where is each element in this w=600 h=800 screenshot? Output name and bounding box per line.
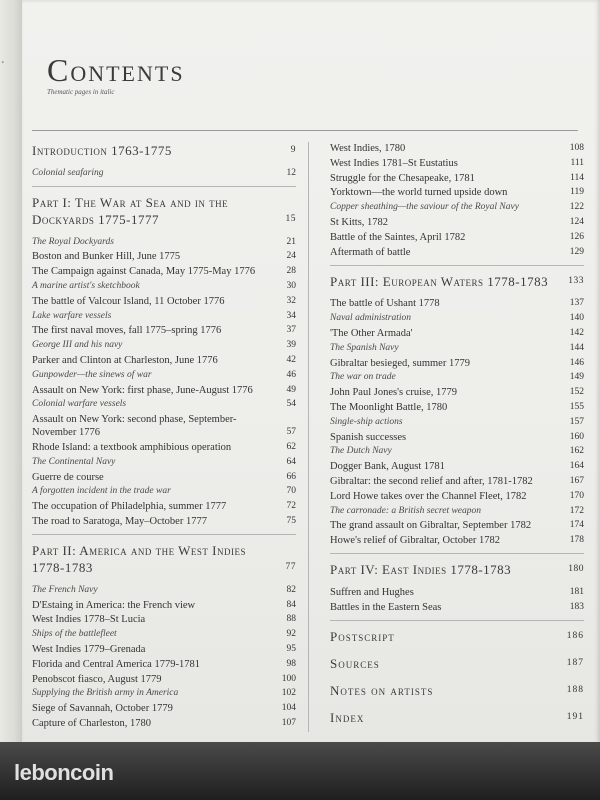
toc-page-number: 164 <box>569 461 584 472</box>
toc-entry <box>32 613 296 626</box>
toc-page-number: 114 <box>570 172 584 183</box>
toc-entry <box>330 460 584 473</box>
toc-page-number: 181 <box>569 586 584 597</box>
toc-entry <box>330 416 584 429</box>
toc-page-number: 129 <box>569 246 584 257</box>
column-divider <box>308 142 309 732</box>
toc-page-number: 108 <box>569 143 584 153</box>
toc-page-number: 126 <box>569 231 584 242</box>
toc-entry <box>32 310 296 323</box>
toc-entry <box>330 505 584 518</box>
toc-entry <box>32 643 296 656</box>
toc-entry <box>32 384 296 397</box>
toc-page-number: 119 <box>570 187 584 198</box>
toc-page-number: 191 <box>566 711 584 722</box>
toc-entry-title: The battle of Valcour Island, 11 October 1776 <box>32 295 225 307</box>
toc-entry <box>32 658 296 671</box>
section-rule <box>330 620 584 621</box>
toc-entry <box>330 201 584 214</box>
toc-entry-title: John Paul Jones's cruise, 1779 <box>330 387 458 399</box>
toc-entry <box>32 673 296 686</box>
toc-entry-title: The French Navy <box>32 584 98 595</box>
toc-entry-title: Gunpowder—the sinews of war <box>32 369 152 380</box>
toc-page-number: 170 <box>569 490 584 501</box>
toc-page-number: 157 <box>569 416 584 427</box>
toc-section-heading <box>330 655 584 672</box>
toc-entry-title: The occupation of Philadelphia, summer 1777 <box>32 501 227 513</box>
toc-right-column <box>330 142 584 736</box>
toc-entry <box>32 265 296 278</box>
toc-entry-title: The Spanish Navy <box>330 342 399 353</box>
toc-page-number: 42 <box>286 354 296 365</box>
toc-entry <box>32 250 296 263</box>
toc-page-number: 98 <box>286 658 296 669</box>
toc-page-number: 160 <box>569 431 584 442</box>
toc-page-number: 178 <box>569 535 584 546</box>
toc-entry-title: The grand assault on Gibraltar, September 1782 <box>330 520 532 532</box>
toc-entry-title: The road to Saratoga, May–October 1777 <box>32 515 207 527</box>
toc-entry <box>32 500 296 513</box>
toc-page-number: 140 <box>569 313 584 324</box>
toc-entry-title: St Kitts, 1782 <box>330 216 389 228</box>
toc-entry <box>330 342 584 355</box>
toc-entry-title: Colonial seafaring <box>32 167 104 178</box>
toc-entry-title: West Indies 1781–St Eustatius <box>330 157 458 169</box>
toc-page-number: 124 <box>569 216 584 227</box>
toc-entry-title: Parker and Clinton at Charleston, June 1776 <box>32 354 218 366</box>
toc-page-number: 133 <box>568 275 584 286</box>
toc-entry <box>330 357 584 370</box>
toc-entry-title: Introduction 1763-1775 <box>32 143 172 158</box>
toc-entry-title: Part II: America and the West Indies 1778-1783 <box>32 542 246 575</box>
toc-entry-title: Naval administration <box>330 313 412 324</box>
toc-entry <box>32 441 296 454</box>
toc-entry-title: Dogger Bank, August 1781 <box>330 461 445 473</box>
toc-entry-title: Suffren and Hughes <box>330 586 414 598</box>
toc-entry <box>330 186 584 199</box>
toc-entry <box>330 297 584 310</box>
adjacent-page-edge <box>0 0 24 800</box>
toc-entry <box>330 246 584 259</box>
toc-page-number: 57 <box>286 427 296 438</box>
toc-page-number: 39 <box>286 340 296 351</box>
toc-entry <box>330 601 584 614</box>
toc-page-number: 95 <box>286 643 296 654</box>
toc-entry-title: Battles in the Eastern Seas <box>330 601 442 613</box>
toc-entry-title: West Indies 1778–St Lucia <box>32 614 146 626</box>
toc-entry <box>32 515 296 528</box>
toc-entry <box>32 485 296 498</box>
toc-entry <box>32 599 296 612</box>
toc-page-number: 77 <box>285 561 296 572</box>
toc-entry <box>32 295 296 308</box>
toc-section-heading <box>330 273 584 290</box>
toc-entry <box>32 456 296 469</box>
toc-page-number: 102 <box>281 688 296 699</box>
toc-page-number: 49 <box>286 384 296 395</box>
toc-section-heading <box>32 194 296 228</box>
toc-page-number: 32 <box>286 295 296 306</box>
toc-entry <box>32 687 296 700</box>
toc-entry-title: Penobscot fiasco, August 1779 <box>32 673 162 685</box>
toc-entry-title: Assault on New York: first phase, June-August 1776 <box>32 384 253 396</box>
section-rule <box>32 534 296 535</box>
toc-page-number: 30 <box>286 280 296 291</box>
toc-entry <box>32 354 296 367</box>
toc-section-heading <box>32 542 296 576</box>
toc-page-number: 144 <box>569 342 584 353</box>
toc-entry-title: The carronade: a British secret weapon <box>330 505 482 516</box>
toc-page-number: 28 <box>286 266 296 277</box>
title-rule <box>32 130 578 131</box>
toc-entry-title: Capture of Charleston, 1780 <box>32 717 151 729</box>
toc-entry <box>32 702 296 715</box>
toc-page-number: 146 <box>569 357 584 368</box>
toc-entry-title: Lake warfare vessels <box>32 310 112 321</box>
toc-entry-title: Part IV: East Indies 1778-1783 <box>330 562 512 578</box>
toc-entry-title: Ships of the battlefleet <box>32 629 117 640</box>
toc-entry-title: D'Estaing in America: the French view <box>32 599 196 611</box>
toc-entry <box>32 236 296 249</box>
toc-entry <box>32 717 296 730</box>
toc-entry <box>32 471 296 484</box>
toc-entry-title: Single-ship actions <box>330 416 403 427</box>
toc-entry-title: 'The Other Armada' <box>330 327 413 339</box>
toc-entry <box>32 584 296 597</box>
toc-left-column <box>32 142 296 732</box>
toc-page-number: 72 <box>286 501 296 512</box>
toc-entry <box>330 312 584 325</box>
toc-entry <box>32 280 296 293</box>
toc-page-number: 162 <box>569 446 584 457</box>
toc-entry-title: Battle of the Saintes, April 1782 <box>330 231 466 243</box>
toc-page-number: 142 <box>569 327 584 338</box>
toc-entry-title: Lord Howe takes over the Channel Fleet, 1782 <box>330 490 527 502</box>
toc-entry-title: Part I: The War at Sea and in the Dockyards 1775-1777 <box>32 194 229 227</box>
toc-entry-title: A marine artist's sketchbook <box>32 280 140 291</box>
toc-section-heading <box>330 561 584 578</box>
toc-page-number: 15 <box>285 213 296 224</box>
toc-entry <box>330 519 584 532</box>
toc-entry-title: The Dutch Navy <box>330 446 392 457</box>
toc-section-heading <box>330 682 584 699</box>
toc-entry <box>330 431 584 444</box>
toc-entry-title: Part III: European Waters 1778-1783 <box>330 273 549 289</box>
toc-entry <box>330 157 584 170</box>
toc-page-number: 155 <box>569 401 584 412</box>
toc-entry-title: Assault on New York: second phase, September-November 1776 <box>32 414 237 439</box>
page-title: Contents <box>47 52 185 88</box>
toc-entry <box>330 586 584 599</box>
toc-entry-title: The war on trade <box>330 372 396 383</box>
toc-entry <box>330 475 584 488</box>
toc-entry-title: Gibraltar: the second relief and after, 1781-1782 <box>330 475 533 487</box>
toc-page-number: 12 <box>286 167 296 178</box>
toc-entry <box>330 445 584 458</box>
section-rule <box>330 553 584 554</box>
toc-page-number: 187 <box>566 657 584 668</box>
toc-page-number: 183 <box>569 601 584 612</box>
toc-page-number: 82 <box>286 584 296 595</box>
toc-entry-title: A forgotten incident in the trade war <box>32 486 171 497</box>
toc-page-number: 64 <box>286 456 296 467</box>
toc-entry-title: Siege of Savannah, October 1779 <box>32 703 173 715</box>
toc-page-number: 100 <box>281 673 296 684</box>
toc-entry-title: Notes on artists <box>330 682 434 698</box>
toc-page-number: 46 <box>286 369 296 380</box>
toc-page-number: 34 <box>286 310 296 321</box>
toc-entry <box>330 401 584 414</box>
toc-entry <box>32 413 296 439</box>
toc-entry-title: The Royal Dockyards <box>32 236 114 247</box>
toc-entry-title: Rhode Island: a textbook amphibious operation <box>32 441 232 453</box>
toc-entry <box>330 172 584 185</box>
toc-entry <box>32 167 296 180</box>
toc-page-number: 24 <box>286 251 296 262</box>
toc-entry-title: Supplying the British army in America <box>32 688 179 699</box>
toc-page-number: 107 <box>281 717 296 728</box>
toc-page-number: 9 <box>290 145 296 155</box>
toc-entry-title: Gibraltar besieged, summer 1779 <box>330 357 470 369</box>
toc-page-number: 172 <box>569 505 584 516</box>
toc-page-number: 149 <box>569 372 584 383</box>
toc-page-number: 88 <box>286 614 296 625</box>
toc-entry-title: Boston and Bunker Hill, June 1775 <box>32 251 181 263</box>
toc-page-number: 66 <box>286 471 296 482</box>
toc-entry <box>330 534 584 547</box>
toc-page-number: 21 <box>286 236 296 247</box>
section-rule <box>32 186 296 187</box>
toc-entry <box>330 216 584 229</box>
toc-section-heading <box>330 709 584 726</box>
toc-entry-title: Florida and Central America 1779-1781 <box>32 658 200 670</box>
toc-entry-title: The first naval moves, fall 1775–spring 1776 <box>32 325 222 337</box>
toc-entry <box>32 324 296 337</box>
toc-entry <box>32 628 296 641</box>
toc-entry-title: Yorktown—the world turned upside down <box>330 187 508 199</box>
toc-entry-title: Copper sheathing—the saviour of the Royal Navy <box>330 202 519 213</box>
toc-page-number: 54 <box>286 399 296 410</box>
toc-page-number: 75 <box>286 515 296 526</box>
toc-entry-title: West Indies 1779–Grenada <box>32 643 146 655</box>
toc-section-heading <box>32 142 296 159</box>
toc-page-number: 174 <box>569 520 584 531</box>
toc-entry-title: The Campaign against Canada, May 1775-May 1776 <box>32 266 256 278</box>
toc-entry <box>330 231 584 244</box>
toc-page-number: 92 <box>286 629 296 640</box>
toc-entry <box>330 327 584 340</box>
toc-entry-title: Aftermath of battle <box>330 246 411 258</box>
toc-entry-title: Postscript <box>330 628 395 644</box>
toc-entry-title: West Indies, 1780 <box>330 143 406 154</box>
section-rule <box>330 265 584 266</box>
toc-page-number: 111 <box>570 157 584 168</box>
toc-entry <box>330 371 584 384</box>
toc-entry <box>330 490 584 503</box>
toc-page-number: 188 <box>566 684 584 695</box>
toc-entry <box>32 339 296 352</box>
toc-page-number: 62 <box>286 441 296 452</box>
toc-entry-title: Sources <box>330 655 380 671</box>
toc-page-number: 186 <box>566 630 584 641</box>
toc-entry-title: The Moonlight Battle, 1780 <box>330 401 448 413</box>
toc-entry-title: Guerre de course <box>32 471 104 483</box>
toc-section-heading <box>330 628 584 645</box>
toc-entry <box>330 142 584 155</box>
toc-entry-title: The Continental Navy <box>32 456 116 467</box>
toc-page-number: 70 <box>286 486 296 497</box>
toc-page-number: 167 <box>569 475 584 486</box>
toc-entry <box>330 386 584 399</box>
watermark-logo: leboncoin <box>14 760 114 785</box>
toc-entry-title: Howe's relief of Gibraltar, October 1782 <box>330 535 500 547</box>
toc-entry-title: Struggle for the Chesapeake, 1781 <box>330 172 475 184</box>
page-subtitle: Thematic pages in italic <box>47 88 115 96</box>
toc-page-number: 84 <box>286 599 296 610</box>
adjacent-page-mark: ▪ <box>1 59 6 67</box>
toc-entry-title: George III and his navy <box>32 340 123 351</box>
toc-page-number: 137 <box>569 298 584 309</box>
toc-entry-title: Colonial warfare vessels <box>32 399 127 410</box>
toc-page-number: 122 <box>569 202 584 213</box>
toc-page-number: 152 <box>569 387 584 398</box>
toc-entry-title: Spanish successes <box>330 431 407 443</box>
toc-page-number: 180 <box>568 564 584 575</box>
toc-entry <box>32 369 296 382</box>
toc-page-number: 37 <box>286 325 296 336</box>
toc-entry-title: The battle of Ushant 1778 <box>330 298 440 310</box>
toc-page-number: 104 <box>281 703 296 714</box>
toc-entry <box>32 398 296 411</box>
toc-entry-title: Index <box>330 709 365 725</box>
